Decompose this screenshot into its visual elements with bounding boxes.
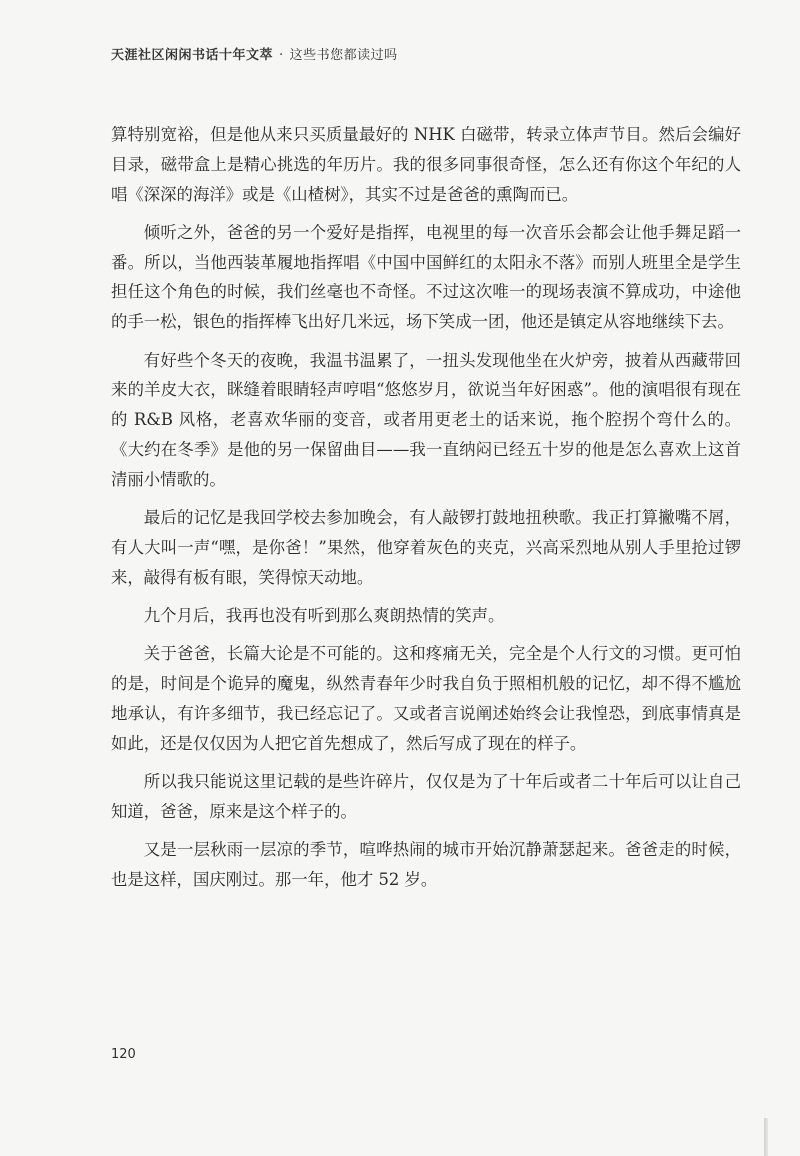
page-number: 120 (111, 1047, 136, 1062)
paragraph: 关于爸爸，长篇大论是不可能的。这和疼痛无关，完全是个人行文的习惯。更可怕的是，时间是个诡异的魔鬼，纵然青春年少时我自负于照相机般的记忆，却不得不尴尬地承认，有许多细节，我已经忘记了。又或者言说阐述始终会让我惶恐，到底事情真是如此，还是仅仅因为人把它首先想成了，然后写成了现在的样子。 (111, 644, 741, 753)
paragraph: 有好些个冬天的夜晚，我温书温累了，一扭头发现他坐在火炉旁，披着从西藏带回来的羊皮大衣，眯缝着眼睛轻声哼唱“悠悠岁月，欲说当年好困惑”。他的演唱很有现在的 R&B 风格，老喜欢华丽的变音，或者用更老土的话来说，拖个腔拐个弯什么的。《大约在冬季》是他的另一保留曲目——我一直纳闷已经五十岁的他是怎么喜欢上这首清丽小情歌的。 (111, 350, 741, 489)
paragraph: 最后的记忆是我回学校去参加晚会，有人敲锣打鼓地扭秧歌。我正打算撇嘴不屑，有人大叫一声“嘿，是你爸！”果然，他穿着灰色的夹克，兴高采烈地从别人手里抢过锣来，敲得有板有眼，笑得惊天动地。 (111, 508, 741, 587)
paragraph: 又是一层秋雨一层凉的季节，喧哗热闹的城市开始沉静萧瑟起来。爸爸走的时候，也是这样，国庆刚过。那一年，他才 52 岁。 (111, 840, 741, 889)
paragraph: 算特别宽裕，但是他从来只买质量最好的 NHK 白磁带，转录立体声节目。然后会编好目录，磁带盒上是精心挑选的年历片。我的很多同事很奇怪，怎么还有你这个年纪的人唱《深深的海洋》或是《山楂树》，其实不过是爸爸的熏陶而已。 (111, 125, 741, 204)
header-separator: · (279, 48, 284, 63)
paragraph: 九个月后，我再也没有听到那么爽朗热情的笑声。 (143, 605, 505, 625)
paragraph: 倾听之外，爸爸的另一个爱好是指挥，电视里的每一次音乐会都会让他手舞足蹈一番。所以，当他西装革履地指挥唱《中国中国鲜红的太阳永不落》而别人班里全是学生担任这个角色的时候，我们丝毫也不奇怪。不过这次唯一的现场表演不算成功，中途他的手一松，银色的指挥棒飞出好几米远，场下笑成一团，他还是镇定从容地继续下去。 (111, 222, 741, 332)
body-text (111, 120, 741, 903)
section-title: 这些书您都读过吗 (289, 48, 398, 63)
paragraph: 所以我只能说这里记载的是些许碎片，仅仅是为了十年后或者二十年后可以让自己知道，爸爸，原来是这个样子的。 (111, 771, 741, 821)
scan-edge-mark (764, 1118, 768, 1156)
running-header (111, 44, 398, 63)
book-title: 天涯社区闲闲书话十年文萃 (111, 48, 274, 63)
